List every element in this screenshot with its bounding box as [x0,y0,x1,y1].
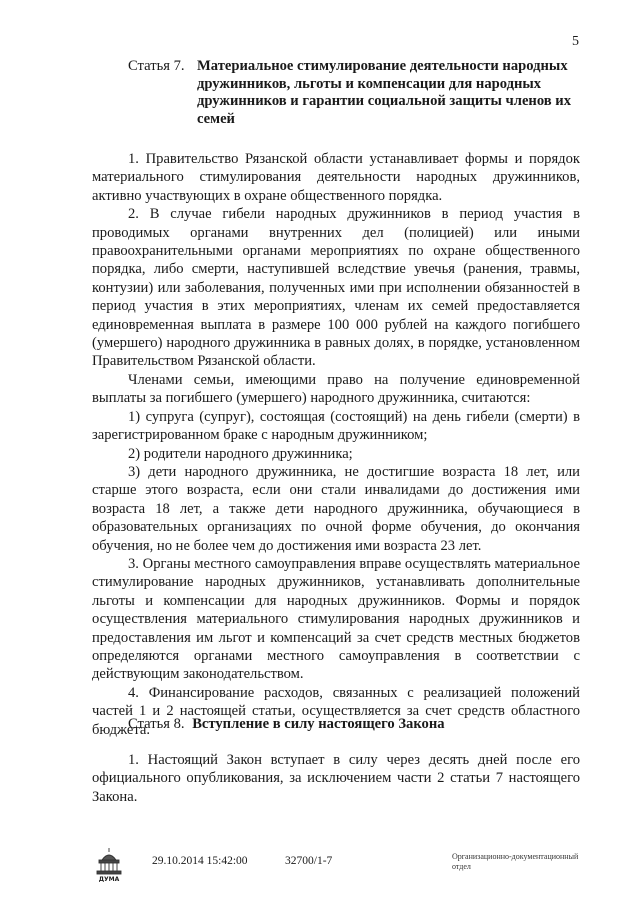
article-7-item-parents: 2) родители народного дружинника; [128,445,353,462]
article-7-item-children: 3) дети народного дружинника, не достигшие возраста 18 лет, или старше этого возраста, если они стали инвалидами до достижения ими возраста 18 лет, а также дети народного дружинника, обучающиеся в образовательных организациях по очной форме обучения, до окончания обучения, но не более чем до достижения ими возраста 23 лет. [92,463,580,554]
page-number: 5 [572,34,579,49]
duma-building-icon [94,847,124,883]
article-7-paragraph-1: 1. Правительство Рязанской области устанавливает формы и порядок материального стимулирования деятельности народных дружинников, активно участвующих в охране общественного порядка. [92,151,580,204]
footer [0,847,640,897]
duma-logo-text: ДУМА [98,876,120,883]
footer-timestamp: 29.10.2014 15:42:00 [152,855,248,867]
article-8-heading [128,716,598,734]
article-8-body [92,751,580,806]
article-8-paragraph-1: 1. Настоящий Закон вступает в силу через десять дней после его официального опубликования, за исключением части 2 статьи 7 настоящего Закона. [92,752,580,805]
article-7-paragraph-family: Членами семьи, имеющими право на получение единовременной выплаты за погибшего (умершего) народного дружинника, считаются: [92,371,580,407]
article-8-title: Вступление в силу настоящего Закона [192,716,445,732]
article-7-heading [128,58,598,128]
article-7-prefix: Статья 7. [128,58,185,74]
article-7-item-spouse: 1) супруга (супруг), состоящая (состоящий) на день гибели (смерти) в зарегистрированном браке с народным дружинником; [92,408,580,444]
article-7-body [92,150,580,739]
footer-doc-number: 32700/1-7 [285,855,333,867]
article-7-paragraph-3: 3. Органы местного самоуправления вправе осуществлять материальное стимулирование народных дружинников, устанавливать дополнительные льготы и компенсации для народных дружинников. Формы и порядок осуществления материального стимулирования народных дружинников и предоставления им льгот и компенсаций за счет средств местных бюджетов определяются органами местного самоуправления в соответствии с действующим законодательством. [92,555,580,683]
article-7-title: Материальное стимулирование деятельности народных дружинников, льготы и компенсации для народных дружинников и гарантии социальной защиты членов их семей [197,58,571,127]
footer-department: Организационно-документационный отдел [452,852,579,871]
article-8-prefix: Статья 8. [128,716,185,732]
article-7-paragraph-2: 2. В случае гибели народных дружинников в период участия в проводимых органами внутренних дел (полицией) или иными правоохранительными органами мероприятиях по охране общественного порядка, либо смерти, наступившей вследствие увечья (ранения, травмы, контузии) или заболевания, полученных ими при исполнении обязанностей в период участия в этих мероприятиях, членам их семей предоставляется единовременная выплата в размере 100 000 рублей на каждого погибшего (умершего) народного дружинника в равных долях, в порядке, установленном Правительством Рязанской области. [92,206,580,370]
article-7-paragraph-4: 4. Финансирование расходов, связанных с реализацией положений частей 1 и 2 настоящей статьи, осуществляется за счет средств областного бюджета. [92,684,580,738]
